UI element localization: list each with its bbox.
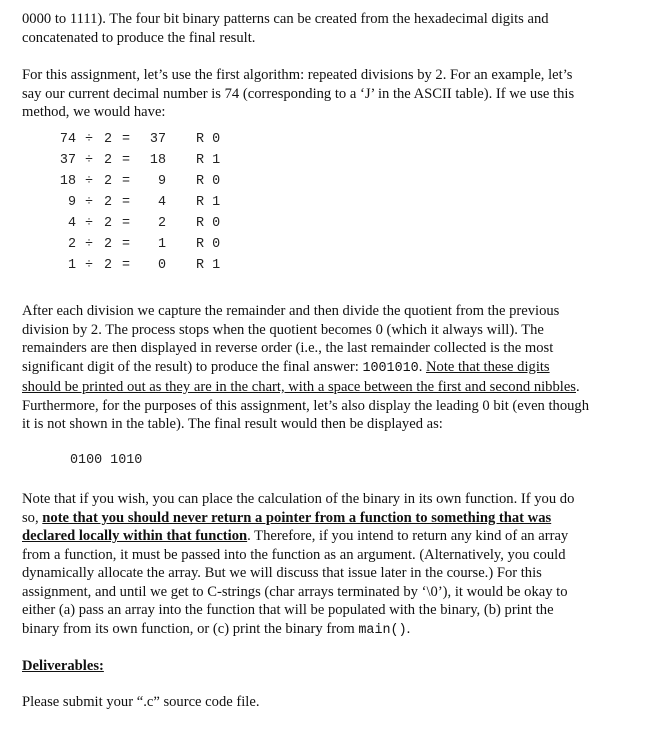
divisor-cell: 2 [103, 258, 112, 274]
quotient-cell: 18 [149, 153, 166, 169]
divisor-cell: 2 [103, 153, 112, 169]
division-row [48, 172, 260, 193]
divisor-cell: 2 [103, 132, 112, 148]
quotient-cell: 2 [157, 216, 166, 232]
equals-sign: = [121, 237, 130, 253]
remainder-cell: R 1 [196, 258, 221, 274]
division-sign: ÷ [84, 195, 94, 211]
equals-sign: = [121, 132, 130, 148]
division-sign: ÷ [84, 258, 94, 274]
equals-sign: = [121, 174, 130, 190]
underlined-note-continued: should be printed out as they are in the chart, with a space between the first and second nibbles [22, 379, 576, 395]
remainder-cell: R 1 [196, 153, 221, 169]
remainder-cell: R 1 [196, 195, 221, 211]
equals-sign: = [121, 258, 130, 274]
remainder-cell: R 0 [196, 216, 221, 232]
dividend-cell: 1 [67, 258, 76, 274]
document-page-continued [22, 302, 650, 710]
quotient-cell: 1 [157, 237, 166, 253]
division-sign: ÷ [84, 216, 94, 232]
dividend-cell: 74 [59, 132, 76, 148]
division-sign: ÷ [84, 132, 94, 148]
division-row [48, 151, 260, 172]
remainder-cell: R 0 [196, 237, 221, 253]
paragraph-explanation: After each division we capture the remainder and then divide the quotient from the previous division by 2. The process stops when the quotient becomes 0 (which it always will). The remainders are then displayed in reverse order (i.e., the last remainder collected is the most significant digit of the result) to produce the final answer: 1001010. Note that these digits should be printed out as they are in the chart, with a space between the first and second nibbles. Furthermore, for the purposes of this assignment, let’s also display the leading 0 bit (even though it is not shown in the table). The final result would then be displayed as: [22, 303, 590, 432]
dividend-cell: 4 [67, 216, 76, 232]
division-row [48, 193, 260, 214]
dividend-cell: 9 [67, 195, 76, 211]
divisor-cell: 2 [103, 174, 112, 190]
inline-code-answer: 1001010 [362, 360, 419, 376]
bold-warning-continued: declared locally within that function [22, 528, 248, 544]
quotient-cell: 0 [157, 258, 166, 274]
divisor-cell: 2 [103, 195, 112, 211]
division-row [48, 256, 260, 277]
dividend-cell: 18 [59, 174, 76, 190]
division-row [48, 130, 260, 151]
quotient-cell: 4 [157, 195, 166, 211]
division-sign: ÷ [84, 153, 94, 169]
deliverables-heading: Deliverables: [22, 658, 104, 674]
inline-code-main: main() [358, 622, 407, 638]
divisor-cell: 2 [103, 237, 112, 253]
bold-warning: note that you should never return a pointer from a function to something that was [42, 509, 552, 526]
remainder-cell: R 0 [196, 132, 221, 148]
division-table [48, 130, 260, 277]
division-sign: ÷ [84, 237, 94, 253]
final-result-code: 0100 1010 [70, 453, 143, 468]
underlined-note: Note that these digits [425, 358, 550, 375]
closing-instruction: Please submit your “.c” source code file. [22, 694, 260, 710]
division-row [48, 214, 260, 235]
division-row [48, 235, 260, 256]
divisor-cell: 2 [103, 216, 112, 232]
division-sign: ÷ [84, 174, 94, 190]
equals-sign: = [121, 216, 130, 232]
quotient-cell: 9 [157, 174, 166, 190]
remainder-cell: R 0 [196, 174, 221, 190]
paragraph-algorithm: For this assignment, let’s use the first algorithm: repeated divisions by 2. For an example, let’s say our current decimal number is 74 (corresponding to a ‘J’ in the ASCII table). If we use this method, we would have: [22, 67, 575, 120]
equals-sign: = [121, 153, 130, 169]
quotient-cell: 37 [149, 132, 166, 148]
dividend-cell: 2 [67, 237, 76, 253]
dividend-cell: 37 [59, 153, 76, 169]
paragraph-note: Note that if you wish, you can place the calculation of the binary in its own function. If you do so, note that you should never return a pointer from a function to something that was declared locally within that function. Therefore, if you intend to return any kind of an array from a function, it must be passed into the function as an argument. (Alternatively, you could dynamically allocate the array. But we will discuss that issue later in the course.) For this assignment, and until we get to C-strings (char arrays terminated by ‘\0’), it would be okay to either (a) pass an array into the function that will be populated with the binary, (b) print the binary from its own function, or (c) print the binary from main(). [22, 491, 575, 638]
paragraph-intro: 0000 to 1111). The four bit binary patterns can be created from the hexadecimal digits and concatenated to produce the final result. [22, 11, 549, 46]
equals-sign: = [121, 195, 130, 211]
